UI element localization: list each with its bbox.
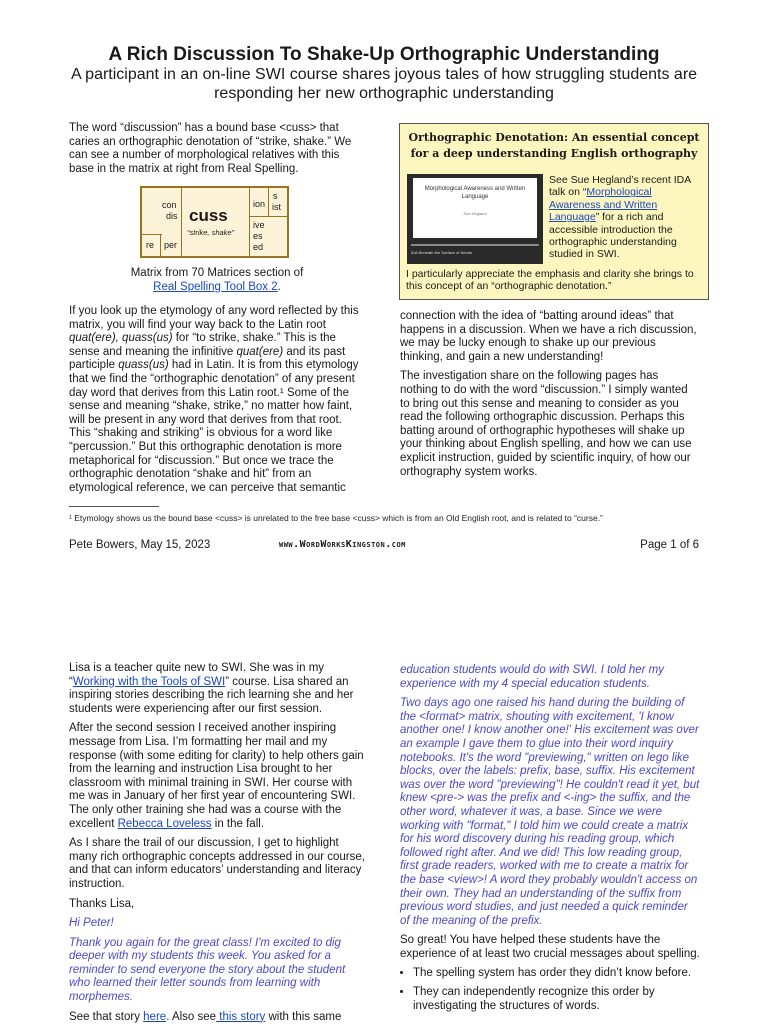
footnote: ¹ Etymology shows us the bound base <cuss> is unrelated to the free base <cuss> which is from an Old English root, and is related to “curse.” <box>69 513 603 523</box>
document-title: A Rich Discussion To Shake-Up Orthographic Understanding <box>108 44 660 65</box>
matrix-base: cuss <box>189 206 228 225</box>
matrix-prefix-per: per <box>164 240 178 250</box>
response-paragraph: So great! You have helped these students have the experience of at least two crucial messages about spelling. <box>400 934 700 960</box>
sidebar-text: See Sue Hegland’s recent IDA talk on “Morphological Awareness and Written Language” for a rich and accessible introduction the orthographic understanding studied in SWI. <box>549 174 691 261</box>
matrix-caption: Matrix from 70 Matrices section of Real Spelling Tool Box 2. <box>130 267 304 293</box>
real-spelling-link[interactable]: Real Spelling Tool Box 2 <box>153 281 278 293</box>
matrix-suffix-ive: ive <box>253 220 265 230</box>
matrix-suffix-ion: ion <box>253 199 266 209</box>
key-messages-list <box>400 967 700 1013</box>
document-subtitle: A participant in an on-line SWI course shares joyous tales of how struggling students are responding her new orthographic understanding <box>70 66 698 102</box>
footer-author: Pete Bowers, May 15, 2023 <box>69 539 211 551</box>
orthographic-denotation-sidebar <box>399 123 709 300</box>
video-footer: IDA Beneath the Surface of Words <box>411 250 473 255</box>
matrix-suffix-ist: ist <box>272 202 281 212</box>
matrix-suffix-es: es <box>253 231 263 241</box>
list-item: • The spelling system has order they didn’t know before. <box>413 967 700 981</box>
lisa-message-continued: education students would do with SWI. I told her my experience with my 4 special education students. <box>400 664 664 690</box>
sidebar-title: Orthographic Denotation: An essential concept for a deep understanding English orthography <box>408 131 700 160</box>
matrix-prefix-con: con <box>162 200 177 210</box>
list-item: • They can independently recognize this order by investigating the structures of words. <box>413 986 700 1013</box>
cuss-matrix <box>140 186 289 258</box>
this-story-link[interactable]: this story <box>216 1010 266 1023</box>
matrix-suffix-ed: ed <box>253 242 264 252</box>
matrix-base-gloss: “strike, shake” <box>187 228 235 237</box>
rebecca-loveless-link[interactable]: Rebecca Loveless <box>117 817 212 830</box>
page2-right-column <box>400 664 700 1018</box>
footer-website[interactable]: www.WordWorksKingston.com <box>279 539 406 550</box>
video-title: Morphological Awareness and Written Language <box>424 186 526 200</box>
page-two <box>0 660 768 1024</box>
matrix-suffix-s: s <box>273 191 278 201</box>
lisa-story: Two days ago one raised his hand during the building of the <format> matrix, shouting with excitement, 'I know another one! I know another one!' His excitement was over an example I gave them to glue into their word inquiry notebooks. It's the word "previewing," written on lego like blocks, over the labels: prefix, base, suffix. His excitement was over the word "previewing"! He couldn't read it yet, but knew <pre-> was the prefix and <-ing> the suffix, and the other word, whatever it was, a base. Since we were working with "format," I told him we could create a matrix for his word discovery during his reading group, which followed right after. And we did! This low reading group, first grade readers, worked with me to create a matrix for the base <view>! A word they probably wouldn't access on their own. They had an understanding of the suffix from previous word studies, and just needed a quick reminder of the meaning of the prefix. <box>400 697 700 927</box>
page2-left-column: Lisa is a teacher quite new to SWI. She was in my “Working with the Tools of SWI” course. Lisa shared an inspiring stories describing the rich learning she and her students were experiencing after our first session. After the second session I received another inspiring message from Lisa. I’m formatting her mail and my response (with some editing for clarity) to help others gain from the learning and instruction Lisa brought to her classroom with minimal training in SWI. Her course with me was in January of her first year of encountering SWI. The only other training she had was a course with the excellent Rebecca Loveless in the fall. As I share the trail of our discussion, I get to highlight many rich orthographic concepts addressed in our course, and that can inform educators’ understanding and literacy instruction. Thanks Lisa, Hi Peter! Thank you again for the great class! I'm excited to dig deeper with my students this week. You asked for a reminder to send everyone the story about the student who learned their letter sounds from learning with morphemes. See that story here. Also see this story with this same <box>69 662 369 1024</box>
etymology-paragraph: If you look up the etymology of any word reflected by this matrix, you will find your way back to the Latin root quat(ere), quass(us) for “to strike, shake.” This is the sense and meaning the infinitive quat(ere) and its past participle quass(us) had in Latin. It is from this etymology that we find the “orthographic denotation” of any present day word that derives from this Latin root.¹ Some of the sense and meaning “shake, strike,” no matter how faint, will be present in any word that derives from that root. This “shaking and striking” is obvious for a word like “percussion.” But this orthographic denotation is more metaphorical for “discussion.” But once we trace the orthographic denotation “shake and hit” from an etymological reference, we can perceive that semantic <box>69 305 359 494</box>
ida-talk-link[interactable]: Morphological Awareness and Written Language <box>549 186 658 224</box>
story-here-link[interactable]: here <box>143 1010 167 1023</box>
intro-paragraph: The word “discussion” has a bound base <cuss> that caries an orthographic denotation of “strike, shake.” We can see a number of morphological relatives with this base in the matrix at right from Real Spelling. <box>69 122 352 175</box>
matrix-prefix-re: re <box>146 240 155 250</box>
video-progress-bar[interactable] <box>411 244 539 246</box>
footer-page-number: Page 1 of 6 <box>640 539 699 551</box>
footnote-divider <box>69 506 159 507</box>
swi-course-link[interactable]: Working with the Tools of SWI <box>72 675 226 688</box>
video-thumbnail[interactable] <box>407 174 543 264</box>
lisa-message: Thank you again for the great class! I'm excited to dig deeper with my students this week. You asked for a reminder to send everyone the story about the student who learned their letter sounds from learning with morphemes. <box>69 936 346 1004</box>
matrix-prefix-dis: dis <box>166 211 178 221</box>
right-column-text: connection with the idea of “batting around ideas” that happens in a discussion. When we have a rich discussion, we may be lucky enough to shake up our previous thinking, and gain a new understanding! The investigation share on the following pages has nothing to do with the word “discussion.” I simply wanted to bring out this sense and meaning to consider as you read the following orthographic discussion. Perhaps this batting around of orthographic hypotheses will shake up your thinking about English spelling, and how we can use explicit instruction, guided by scientific inquiry, of how our orthography system works. <box>400 310 697 478</box>
video-speaker: Sue Hegland <box>463 211 487 216</box>
lisa-greeting: Hi Peter! <box>69 917 114 930</box>
thanks-line: Thanks Lisa, <box>69 897 135 910</box>
sidebar-footer: I particularly appreciate the emphasis and clarity she brings to this concept of an “orthographic denotation.” <box>406 268 694 293</box>
page-footer <box>69 539 699 553</box>
